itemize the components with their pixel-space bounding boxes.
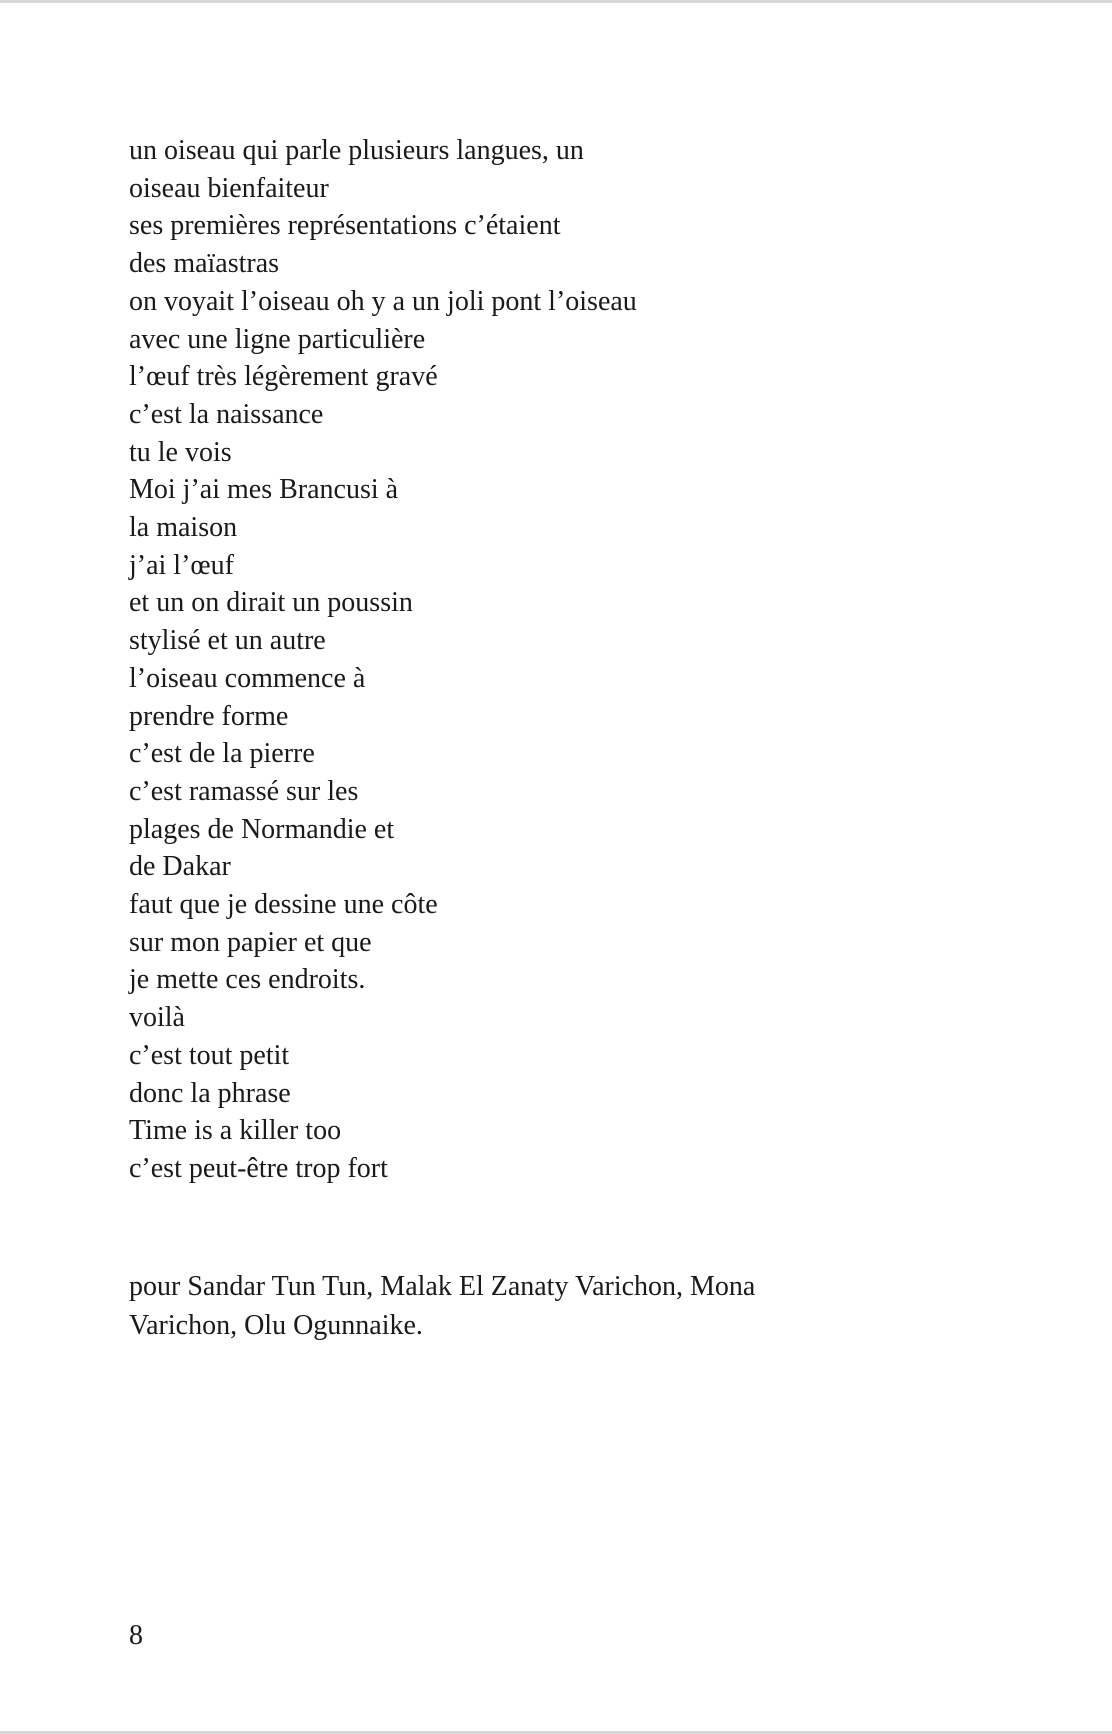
poem-line: je mette ces endroits.: [129, 964, 366, 996]
poem-line: c’est peut-être trop fort: [129, 1152, 388, 1184]
poem-line: sur mon papier et que: [129, 926, 372, 958]
poem-line: tu le vois: [129, 436, 232, 468]
poem-line: un oiseau qui parle plusieurs langues, un: [129, 135, 584, 166]
poem-line: des maïastras: [129, 248, 280, 280]
dedication-line: Varichon, Olu Ogunnaike.: [129, 1310, 423, 1341]
poem-line: prendre forme: [129, 700, 289, 732]
poem-line: Moi j’ai mes Brancusi à: [129, 474, 399, 506]
poem-line: voilà: [129, 1002, 185, 1034]
poem-line: c’est de la pierre: [129, 738, 315, 770]
dedication: [129, 1267, 909, 1345]
poem-line: avec une ligne particulière: [129, 323, 426, 355]
poem-line: de Dakar: [129, 851, 231, 883]
poem-line: l’oiseau commence à: [129, 662, 366, 694]
poem-line: stylisé et un autre: [129, 625, 326, 657]
page-number: 8: [129, 1620, 143, 1651]
dedication-line: pour Sandar Tun Tun, Malak El Zanaty Varichon, Mona: [129, 1271, 756, 1302]
poem-line: oiseau bienfaiteur: [129, 172, 329, 204]
poem-line: c’est ramassé sur les: [129, 775, 359, 807]
poem-line: Time is a killer too: [129, 1115, 342, 1147]
poem-line: et un on dirait un poussin: [129, 587, 413, 619]
page-top-border: [0, 0, 1112, 3]
poem-line: c’est la naissance: [129, 398, 324, 430]
poem-line: donc la phrase: [129, 1077, 291, 1109]
poem-line: l’œuf très légèrement gravé: [129, 361, 438, 393]
poem-line: la maison: [129, 512, 238, 544]
poem-line: j’ai l’œuf: [129, 549, 234, 581]
poem-line: faut que je dessine une côte: [129, 889, 438, 921]
poem-line: on voyait l’oiseau oh y a un joli pont l’oiseau: [129, 285, 637, 317]
poem-line: plages de Normandie et: [129, 813, 395, 845]
poem-line: ses premières représentations c’étaient: [129, 210, 561, 242]
poem-text: [129, 132, 637, 1188]
poem-line: c’est tout petit: [129, 1039, 290, 1071]
